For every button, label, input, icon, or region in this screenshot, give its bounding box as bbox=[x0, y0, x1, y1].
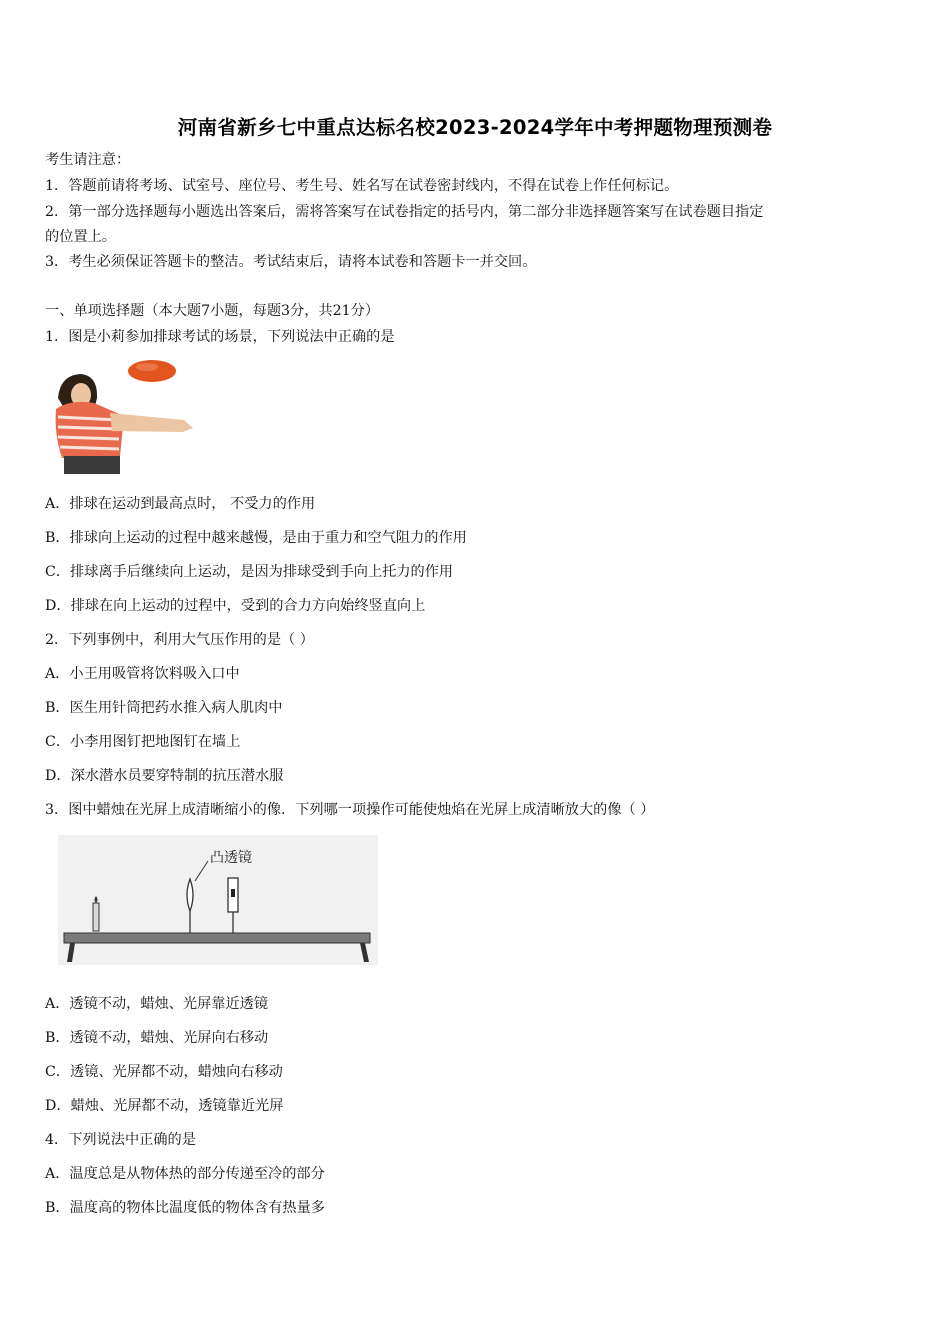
question-2-option-a: A．小王用吸管将饮料吸入口中 bbox=[45, 666, 240, 682]
notice-item-2: 2．第一部分选择题每小题选出答案后，需将答案写在试卷指定的括号内，第二部分非选择题答案写在试卷题目指定 bbox=[45, 204, 764, 220]
question-2-option-b: B．医生用针筒把药水推入病人肌肉中 bbox=[45, 700, 283, 716]
notice-item-1: 1．答题前请将考场、试室号、座位号、考生号、姓名写在试卷密封线内，不得在试卷上作任何标记。 bbox=[45, 178, 679, 194]
question-2-option-c: C．小李用图钉把地图钉在墙上 bbox=[45, 734, 241, 750]
optical-bench bbox=[64, 933, 370, 943]
question-3-option-b: B．透镜不动，蜡烛、光屏向右移动 bbox=[45, 1030, 269, 1046]
optics-bench-figure bbox=[58, 835, 378, 965]
notice-item-2-continued: 的位置上。 bbox=[45, 229, 116, 245]
question-3-option-c: C．透镜、光屏都不动，蜡烛向右移动 bbox=[45, 1064, 283, 1080]
convex-lens-label: 凸透镜 bbox=[210, 850, 252, 866]
question-4-stem: 4．下列说法中正确的是 bbox=[45, 1132, 196, 1148]
notice-item-3: 3．考生必须保证答题卡的整洁。考试结束后，请将本试卷和答题卡一并交回。 bbox=[45, 254, 537, 270]
notice-heading: 考生请注意： bbox=[45, 152, 131, 168]
question-3-stem: 3．图中蜡烛在光屏上成清晰缩小的像．下列哪一项操作可能使烛焰在光屏上成清晰放大的像（ ） bbox=[45, 802, 655, 818]
question-4-option-b: B．温度高的物体比温度低的物体含有热量多 bbox=[45, 1200, 325, 1216]
question-1-option-d: D．排球在向上运动的过程中，受到的合力方向始终竖直向上 bbox=[45, 598, 426, 614]
convex-lens bbox=[187, 879, 193, 911]
question-1-option-c: C．排球离手后继续向上运动，是因为排球受到手向上托力的作用 bbox=[45, 564, 454, 580]
question-2-stem: 2．下列事例中，利用大气压作用的是（ ） bbox=[45, 632, 314, 648]
section-heading: 一、单项选择题（本大题7小题，每题3分，共21分） bbox=[45, 303, 380, 319]
question-4-option-a: A．温度总是从物体热的部分传递至冷的部分 bbox=[45, 1166, 325, 1182]
candle bbox=[93, 903, 99, 931]
question-1-option-b: B．排球向上运动的过程中越来越慢，是由于重力和空气阻力的作用 bbox=[45, 530, 467, 546]
volleyball-player-illustration bbox=[52, 356, 197, 474]
question-2-option-d: D．深水潜水员要穿特制的抗压潜水服 bbox=[45, 768, 284, 784]
volleyball bbox=[128, 360, 176, 382]
question-3-option-d: D．蜡烛、光屏都不动，透镜靠近光屏 bbox=[45, 1098, 284, 1114]
optics-bench-illustration bbox=[58, 835, 378, 965]
question-1-stem: 1．图是小莉参加排球考试的场景，下列说法中正确的是 bbox=[45, 329, 395, 345]
question-1-option-a: A．排球在运动到最高点时， 不受力的作用 bbox=[45, 496, 316, 512]
page-title: 河南省新乡七中重点达标名校2023-2024学年中考押题物理预测卷 bbox=[177, 116, 773, 139]
question-3-option-a: A．透镜不动，蜡烛、光屏靠近透镜 bbox=[45, 996, 269, 1012]
volleyball-figure bbox=[52, 356, 197, 474]
